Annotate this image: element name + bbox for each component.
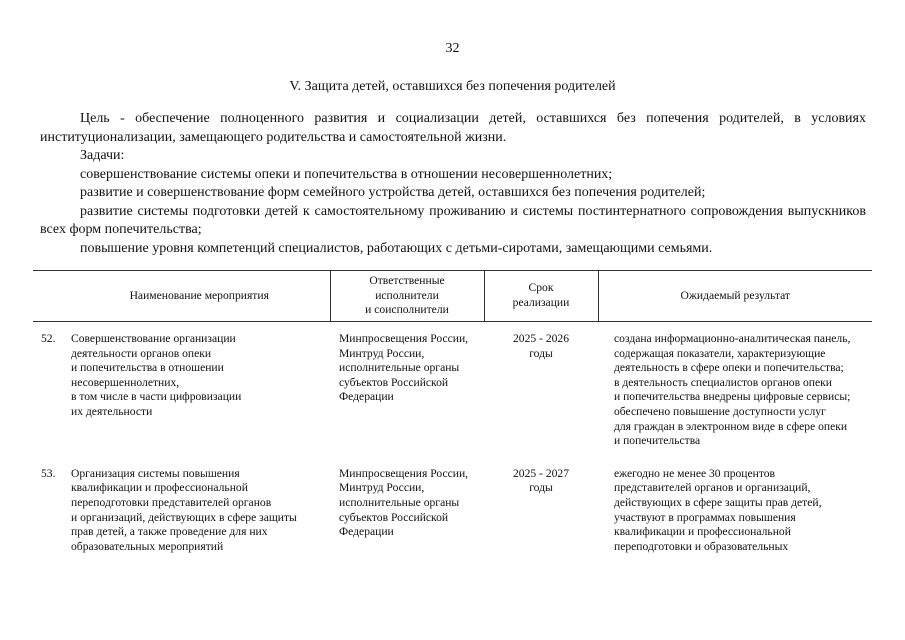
measure-name: Совершенствование организации деятельности органов опеки и попечительства в отношении несовершеннолетних, в том числе в части цифровизации их деятельности: [71, 332, 242, 418]
table-row: [33, 332, 872, 467]
tasks-label: Задачи:: [80, 148, 125, 163]
measures-table: [33, 270, 872, 554]
header-period: Срок реализации: [484, 271, 598, 322]
period-cell: 2025 - 2026 годы: [512, 332, 570, 360]
period-cell: 2025 - 2027 годы: [512, 466, 570, 495]
table-header-row: [33, 271, 872, 322]
goal-paragraph: Цель - обеспечение полноценного развития и социализации детей, оставшихся без попечения родителей, в условиях институционализации, замещающего родительства и самостоятельной жизни.: [40, 111, 866, 145]
task-item: совершенствование системы опеки и попечительства в отношении несовершеннолетних;: [80, 166, 613, 182]
table-row: [33, 467, 872, 555]
result-cell: ежегодно не менее 30 процентов представителей органов и организаций, действующих в сфере защиты прав детей, участвуют в программах повышения квалификации и профессиональной переподготовки и образовательных: [614, 466, 822, 553]
header-executors: Ответственные исполнители и соисполнители: [330, 271, 484, 322]
header-result: Ожидаемый результат: [598, 271, 872, 322]
result-cell: создана информационно-аналитическая панель, содержащая показатели, характеризующие деятельность в сфере опеки и попечительства; в деятельность специалистов органов опеки и попечительства внедрены цифровые сервисы; обеспечено повышение доступности услуг для граждан в электронном виде в сфере опеки и попечительства: [614, 332, 851, 448]
intro-text: [40, 110, 866, 258]
table-spacer: [33, 322, 872, 333]
section-title: V. Защита детей, оставшихся без попечения родителей: [289, 79, 616, 94]
header-name: Наименование мероприятия: [33, 271, 330, 322]
task-item: развитие системы подготовки детей к самостоятельному проживанию и системы постинтернатного сопровождения выпускников всех форм попечительства;: [40, 203, 866, 237]
task-item: повышение уровня компетенций специалистов, работающих с детьми-сиротами, замещающими семьями.: [80, 240, 713, 256]
task-item: развитие и совершенствование форм семейного устройства детей, оставшихся без попечения родителей;: [80, 185, 706, 200]
measure-name: Организация системы повышения квалификации и профессиональной переподготовки представителей органов и организаций, действующих в сфере защиты прав детей, а также проведение для них образовательных мероприятий: [71, 466, 297, 553]
row-number: 52.: [41, 332, 56, 345]
executors-cell: Минпросвещения России, Минтруд России, исполнительные органы субъектов Российской Федерации: [339, 466, 469, 539]
row-number: 53.: [41, 466, 56, 480]
measure-cell: [33, 467, 330, 555]
tasks-list: [40, 166, 866, 259]
page-number: 32: [445, 41, 460, 56]
executors-cell: Минпросвещения России, Минтруд России, исполнительные органы субъектов Российской Федерации: [339, 332, 469, 404]
measure-cell: [33, 332, 330, 467]
